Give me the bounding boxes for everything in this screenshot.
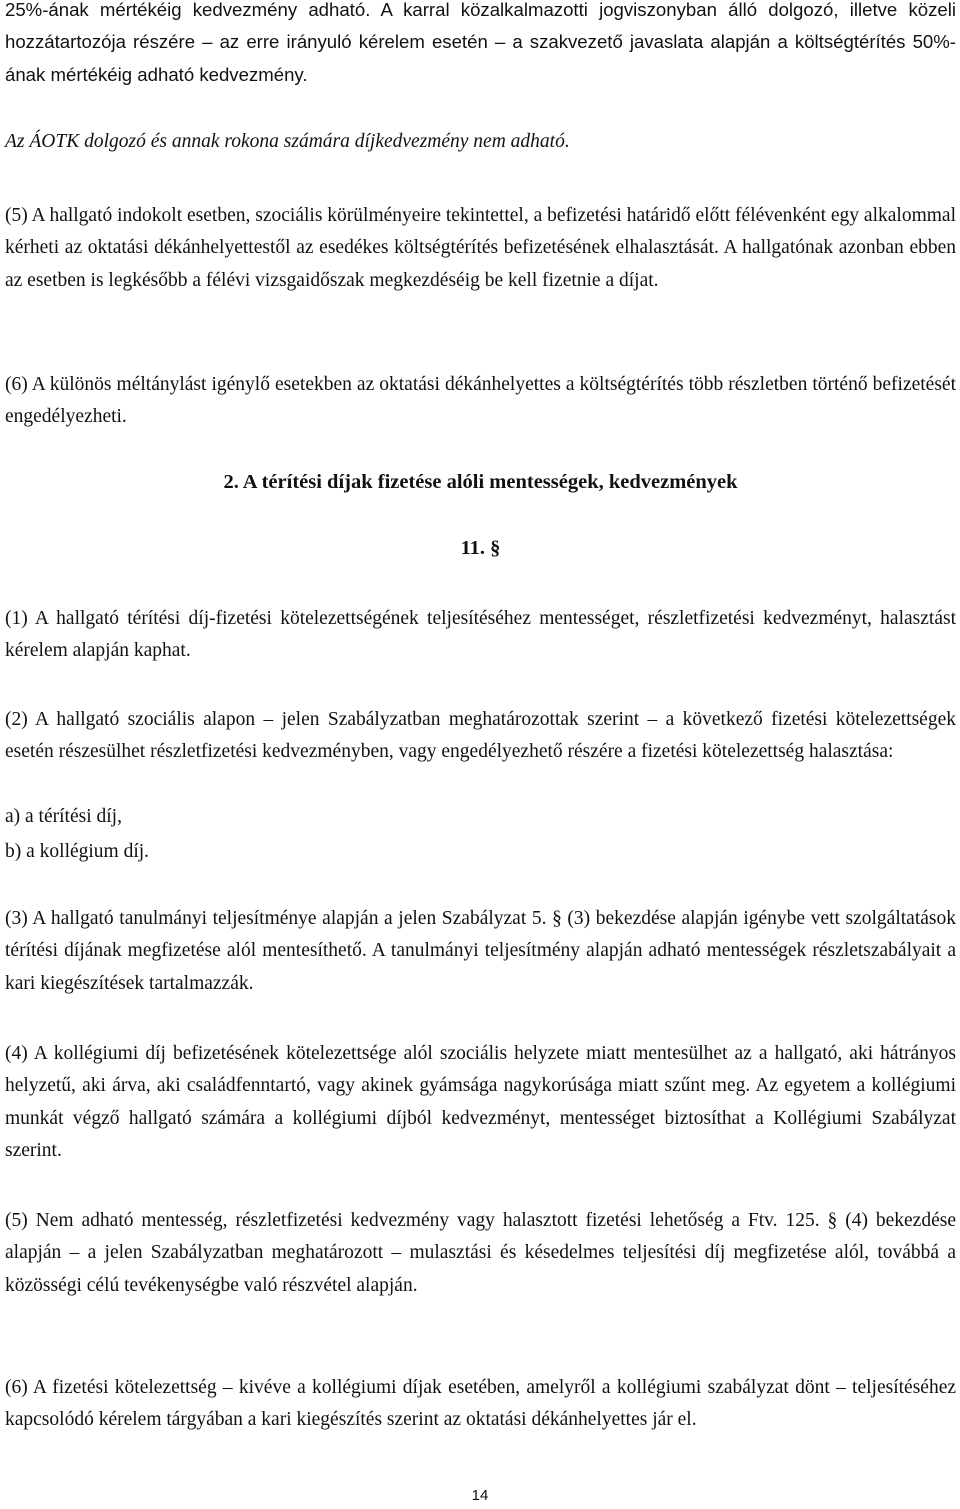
paragraph-2-item-a: a) a térítési díj, <box>5 806 122 827</box>
paragraph-1: (1) A hallgató térítési díj-fizetési kötelezettségének teljesítéséhez mentességet, részletfizetési kedvezményt, halasztást kérelem alapján kaphat. <box>5 608 956 662</box>
section-heading: 2. A térítési díjak fizetése alóli mentességek, kedvezmények <box>223 471 738 493</box>
paragraph-2-item-b: b) a kollégium díj. <box>5 841 150 862</box>
paragraph-4: (4) A kollégiumi díj befizetésének kötelezettsége alól szociális helyzete miatt mentesülhet az a hallgató, aki hátrányos helyzetű, aki árva, aki családfenntartó, vagy akinek gyámsága nagykorúsága miatt szűnt meg. Az egyetem a kollégiumi munkát végző hallgató számára a kollégiumi díjból kedvezményt, mentességet biztosíthat a Kollégiumi Szabályzat szerint. <box>5 1043 956 1161</box>
paragraph-6-installments: (6) A különös méltánylást igénylő esetekben az oktatási dékánhelyettes a költségtérítés több részletben történő befizetését engedélyezheti. <box>5 374 956 428</box>
paragraph-5: (5) Nem adható mentesség, részletfizetési kedvezmény vagy halasztott fizetési lehetőség a Ftv. 125. § (4) bekezdése alapján – a jelen Szabályzatban meghatározott – mulasztási és késedelmes teljesítési díj megfizetése alól, továbbá a közösségi célú tevékenységbe való részvétel alapján. <box>5 1210 956 1296</box>
paragraph-2: (2) A hallgató szociális alapon – jelen Szabályzatban meghatározottak szerint – a következő fizetési kötelezettségek esetén részesülhet részletfizetési kedvezményben, vagy engedélyezhető részére a fizetési kötelezettség halasztása: <box>5 709 956 763</box>
paragraph-aotk: Az ÁOTK dolgozó és annak rokona számára díjkedvezmény nem adható. <box>5 131 570 152</box>
paragraph-6: (6) A fizetési kötelezettség – kivéve a kollégiumi díjak esetében, amelyről a kollégiumi szabályzat dönt – teljesítéséhez kapcsolódó kérelem tárgyában a kari kiegészítés szerint az oktatási dékánhelyettes jár el. <box>5 1377 956 1431</box>
section-number: 11. § <box>460 537 501 559</box>
page-number: 14 <box>471 1487 489 1504</box>
paragraph-5-deferral: (5) A hallgató indokolt esetben, szociális körülményeire tekintettel, a befizetési határidő előtt félévenként egy alkalommal kérheti az oktatási dékánhelyettestől az esedékes költségtérítés befizetésének elhalasztását. A hallgatónak azonban ebben az esetben is legkésőbb a félévi vizsgaidőszak megkezdéséig be kell fizetnie a díjat. <box>5 205 956 291</box>
paragraph-3: (3) A hallgató tanulmányi teljesítménye alapján a jelen Szabályzat 5. § (3) bekezdése alapján igénybe vett szolgáltatások térítési díjának megfizetése alól mentesíthető. A tanulmányi teljesítmény alapján adható mentességek részletszabályait a kari kiegészítések tartalmazzák. <box>5 908 956 994</box>
paragraph-intro: 25%-ának mértékéig kedvezmény adható. A karral közalkalmazotti jogviszonyban álló dolgozó, illetve közeli hozzátartozója részére – az erre irányuló kérelem esetén – a szakvezető javaslata alapján a költségtérítés 50%-ának mértékéig adható kedvezmény. <box>5 0 956 85</box>
